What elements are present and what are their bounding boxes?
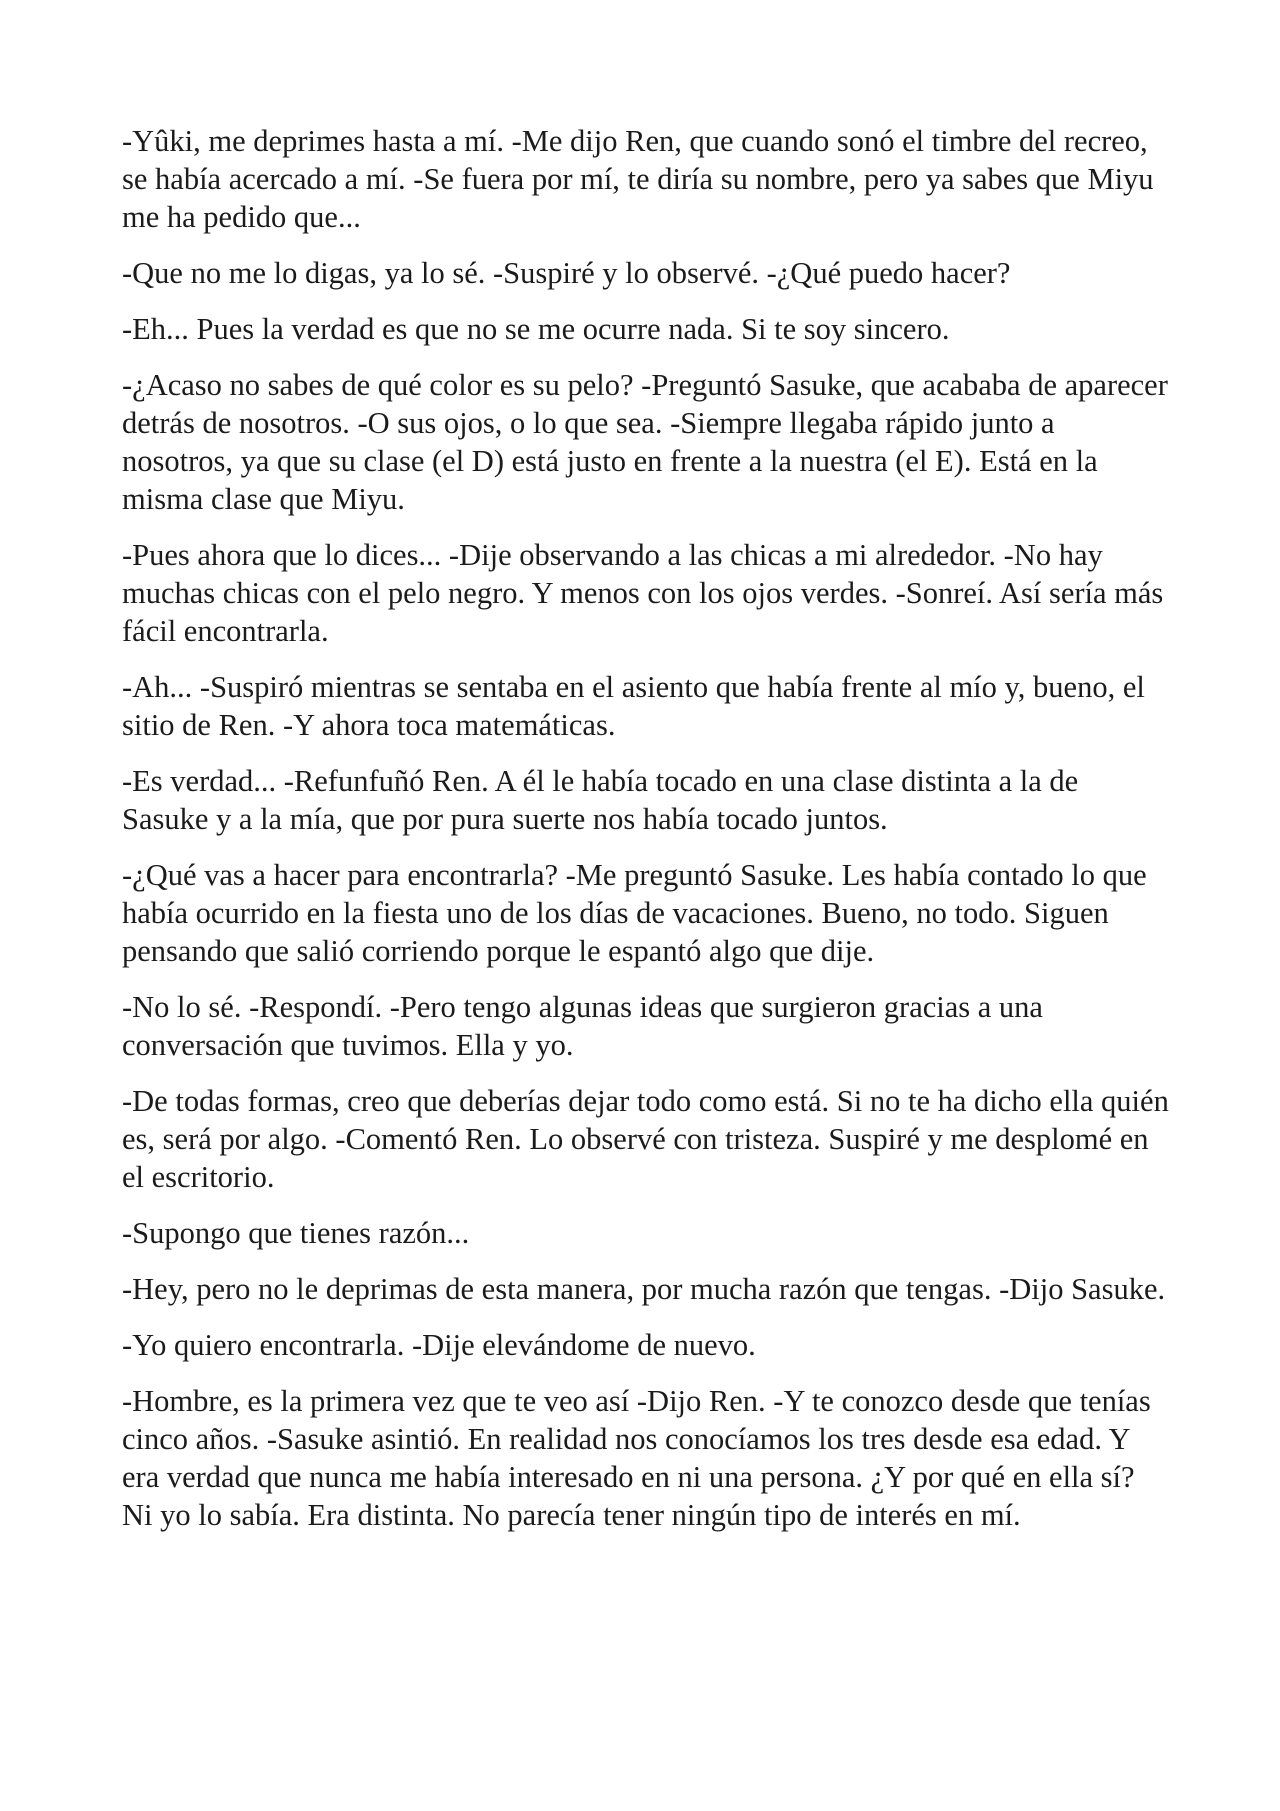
paragraph: -Eh... Pues la verdad es que no se me ocurre nada. Si te soy sincero. xyxy=(122,312,950,346)
paragraph: -Supongo que tienes razón... xyxy=(122,1216,470,1250)
paragraph: -¿Qué vas a hacer para encontrarla? -Me preguntó Sasuke. Les había contado lo que había ocurrido en la fiesta uno de los días de vacaciones. Bueno, no todo. Siguen pensando que salió corriendo porque le espantó algo que dije. xyxy=(122,858,1147,968)
paragraph: -Ah... -Suspiró mientras se sentaba en el asiento que había frente al mío y, bueno, el sitio de Ren. -Y ahora toca matemáticas. xyxy=(122,670,1145,742)
paragraph: -De todas formas, creo que deberías dejar todo como está. Si no te ha dicho ella quién es, será por algo. -Comentó Ren. Lo observé con tristeza. Suspiré y me desplomé en el escritorio. xyxy=(122,1084,1169,1194)
document-body xyxy=(122,122,1172,1552)
paragraph: -Yûki, me deprimes hasta a mí. -Me dijo Ren, que cuando sonó el timbre del recreo, se había acercado a mí. -Se fuera por mí, te diría su nombre, pero ya sabes que Miyu me ha pedido que... xyxy=(122,124,1154,234)
paragraph: -¿Acaso no sabes de qué color es su pelo? -Preguntó Sasuke, que acababa de aparecer detrás de nosotros. -O sus ojos, o lo que sea. -Siempre llegaba rápido junto a nosotros, ya que su clase (el D) está justo en frente a la nuestra (el E). Está en la misma clase que Miyu. xyxy=(122,368,1168,516)
paragraph: -Es verdad... -Refunfuñó Ren. A él le había tocado en una clase distinta a la de Sasuke y a la mía, que por pura suerte nos había tocado juntos. xyxy=(122,764,1079,836)
paragraph: -No lo sé. -Respondí. -Pero tengo algunas ideas que surgieron gracias a una conversación que tuvimos. Ella y yo. xyxy=(122,990,1043,1062)
paragraph: -Que no me lo digas, ya lo sé. -Suspiré y lo observé. -¿Qué puedo hacer? xyxy=(122,256,1011,290)
paragraph: -Yo quiero encontrarla. -Dije elevándome de nuevo. xyxy=(122,1328,756,1362)
paragraph: -Pues ahora que lo dices... -Dije observando a las chicas a mi alrededor. -No hay muchas chicas con el pelo negro. Y menos con los ojos verdes. -Sonreí. Así sería más fácil encontrarla. xyxy=(122,538,1164,648)
paragraph: -Hey, pero no le deprimas de esta manera, por mucha razón que tengas. -Dijo Sasuke. xyxy=(122,1272,1166,1306)
paragraph: -Hombre, es la primera vez que te veo así -Dijo Ren. -Y te conozco desde que tenías cinco años. -Sasuke asintió. En realidad nos conocíamos los tres desde esa edad. Y era verdad que nunca me había interesado en ni una persona. ¿Y por qué en ella sí? Ni yo lo sabía. Era distinta. No parecía tener ningún tipo de interés en mí. xyxy=(122,1384,1151,1532)
